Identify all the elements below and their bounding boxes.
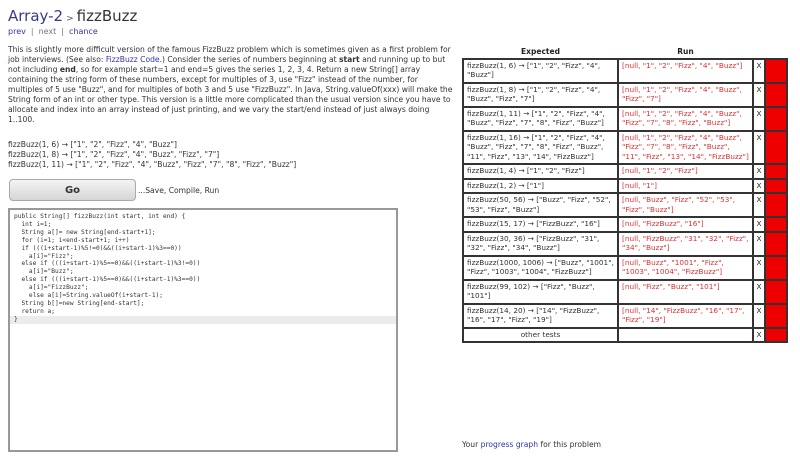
fail-indicator [765,280,787,304]
fail-mark: X [753,280,765,304]
run-cell: [null, "1", "2", "Fizz", "4", "Buzz", "Fizz", "7", "8", "Fizz", "Buzz", "11", "Fizz", "13", "14", "FizzBuzz"] [618,131,753,165]
run-cell: [null, "1", "2", "Fizz"] [618,164,753,179]
fail-indicator [765,193,787,217]
fail-mark: X [753,304,765,328]
desc-bold-end: end [59,65,76,74]
fail-indicator [765,328,787,343]
fail-indicator [765,83,787,107]
code-line: else a[i]=String.valueOf(i+start-1); [14,292,164,300]
example-line: fizzBuzz(1, 8) → ["1", "2", "Fizz", "4", "Buzz", "Fizz", "7"] [8,150,220,159]
breadcrumb [8,7,137,25]
result-row [463,164,787,179]
desc-text: , so for example start=1 and end=5 gives the series 1, 2, 3, 4. Return a new String[] array containing the string form of these numbers, except for multiples of 3, use "Fizz" instead of the number, for multiples of 5 use "Buzz", and for multiples of both 3 and 5 use "FizzBuzz". In Java, String.valueOf(xxx) will make the String form of an int or other type. This version is a little more complicated than the usual version since you have to allocate and index into an array instead of just printing, and we vary the start/end instead of just always doing 1..100. [8,65,453,124]
fail-indicator [765,217,787,232]
expected-cell: fizzBuzz(30, 36) → ["FizzBuzz", "31", "32", "Fizz", "34", "Buzz"] [463,232,618,256]
prev-link[interactable]: prev [8,27,26,36]
result-row [463,83,787,107]
code-line: String a[]= new String[end-start+1]; [14,228,156,236]
nav-separator: | [30,27,34,36]
code-line: String b[]=new String[end-start]; [14,299,145,307]
fail-indicator [765,164,787,179]
fail-indicator [765,131,787,165]
result-row [463,232,787,256]
result-row [463,193,787,217]
desc-text: and running up to but not including [8,55,446,74]
fail-indicator [765,232,787,256]
code-line: public String[] fizzBuzz(int start, int end) { [14,213,186,220]
run-cell: [null, "1"] [618,179,753,194]
desc-bold-start: start [339,55,360,64]
code-line: for (i=1; i<end-start+1; i++) [14,236,130,244]
expected-cell: fizzBuzz(15, 17) → ["FizzBuzz", "16"] [463,217,618,232]
code-line: a[i]="Fizz"; [14,252,74,260]
chance-link[interactable]: chance [69,27,98,36]
progress-text: for this problem [538,440,602,449]
fail-indicator [765,59,787,83]
run-cell: [null, "1", "2", "Fizz", "4", "Buzz", "Fizz", "7", "8", "Fizz", "Buzz"] [618,107,753,131]
run-cell: [null, "1", "2", "Fizz", "4", "Buzz"] [618,59,753,83]
result-row [463,131,787,165]
run-cell: [null, "14", "FizzBuzz", "16", "17", "Fizz", "19"] [618,304,753,328]
fail-indicator [765,256,787,280]
result-row [463,217,787,232]
result-row [463,59,787,83]
result-row [463,179,787,194]
fail-mark: X [753,232,765,256]
other-tests-row [463,328,787,343]
expected-cell: fizzBuzz(1, 16) → ["1", "2", "Fizz", "4", "Buzz", "Fizz", "7", "8", "Fizz", "Buzz", "11", "Fizz", "13", "14", "FizzBuzz"] [463,131,618,165]
expected-cell: fizzBuzz(1, 8) → ["1", "2", "Fizz", "4", "Buzz", "Fizz", "7"] [463,83,618,107]
result-row [463,107,787,131]
fail-mark: X [753,256,765,280]
page-title: fizzBuzz [76,7,138,25]
result-row [463,280,787,304]
next-link[interactable]: next [38,27,57,36]
fail-mark: X [753,164,765,179]
code-line: return a; [14,307,55,315]
code-line: else if (((i+start-1)%5==0)&&((i+start-1)%3!=0)) [14,260,201,268]
breadcrumb-separator: > [66,14,74,24]
go-hint: ...Save, Compile, Run [138,186,220,195]
desc-text: .) Consider the series of numbers beginning at [159,55,340,64]
fail-mark: X [753,217,765,232]
progress-note [462,440,601,449]
code-line: a[i]="FizzBuzz"; [14,284,89,292]
fail-mark: X [753,59,765,83]
fail-mark: X [753,179,765,194]
code-line: a[i]="Buzz"; [14,268,74,276]
nav-separator: | [61,27,64,36]
fail-mark: X [753,107,765,131]
run-cell: [null, "FizzBuzz", "31", "32", "Fizz", "34", "Buzz"] [618,232,753,256]
expected-cell: fizzBuzz(14, 20) → ["14", "FizzBuzz", "16", "17", "Fizz", "19"] [463,304,618,328]
code-line: } [10,316,396,324]
expected-cell: fizzBuzz(99, 102) → ["Fizz", "Buzz", "101"] [463,280,618,304]
result-row [463,256,787,280]
expected-cell: fizzBuzz(50, 56) → ["Buzz", "Fizz", "52", "53", "Fizz", "Buzz"] [463,193,618,217]
problem-description [8,45,453,125]
progress-graph-link[interactable]: progress graph [480,440,539,449]
expected-cell: fizzBuzz(1, 11) → ["1", "2", "Fizz", "4", "Buzz", "Fizz", "7", "8", "Fizz", "Buzz"] [463,107,618,131]
run-cell: [null, "Buzz", "1001", "Fizz", "1003", "1004", "FizzBuzz"] [618,256,753,280]
code-line: else if (((i+start-1)%5==0)&&((i+start-1)%3==0)) [14,276,201,284]
result-row [463,304,787,328]
progress-text: Your [462,440,481,449]
fizzbuzz-code-link[interactable]: FizzBuzz Code [105,55,160,64]
example-line: fizzBuzz(1, 6) → ["1", "2", "Fizz", "4", "Buzz"] [8,140,177,149]
fail-indicator [765,107,787,131]
results-table [462,46,788,343]
expected-cell: fizzBuzz(1, 4) → ["1", "2", "Fizz"] [463,164,618,179]
fail-mark: X [753,131,765,165]
run-cell: [null, "1", "2", "Fizz", "4", "Buzz", "Fizz", "7"] [618,83,753,107]
run-cell: [null, "FizzBuzz", "16"] [618,217,753,232]
breadcrumb-parent-link[interactable]: Array-2 [8,7,64,25]
fail-mark: X [753,193,765,217]
expected-header: Expected [521,47,560,56]
fail-indicator [765,179,787,194]
code-line: if (((i+start-1)%5!=0)&&((i+start-1)%3==0)) [14,244,182,252]
fail-mark: X [753,328,765,343]
run-cell: [null, "Buzz", "Fizz", "52", "53", "Fizz", "Buzz"] [618,193,753,217]
problem-nav [8,27,98,36]
expected-cell: fizzBuzz(1000, 1006) → ["Buzz", "1001", "Fizz", "1003", "1004", "FizzBuzz"] [463,256,618,280]
run-cell [618,328,753,343]
examples [8,140,296,170]
fail-indicator [765,304,787,328]
expected-cell: fizzBuzz(1, 2) → ["1"] [463,179,618,194]
go-button[interactable]: Go [9,179,136,201]
expected-cell: fizzBuzz(1, 6) → ["1", "2", "Fizz", "4", "Buzz"] [463,59,618,83]
fail-mark: X [753,83,765,107]
example-line: fizzBuzz(1, 11) → ["1", "2", "Fizz", "4", "Buzz", "Fizz", "7", "8", "Fizz", "Buzz"] [8,160,297,169]
run-header: Run [677,47,694,56]
desc-text: This is slightly more difficult version of the famous FizzBuzz problem which is sometimes given as a first problem for job interviews. (See also: [8,45,451,64]
other-tests-label: other tests [463,328,618,343]
code-editor[interactable] [8,208,398,452]
code-line: int i=1; [14,220,52,228]
run-cell: [null, "Fizz", "Buzz", "101"] [618,280,753,304]
